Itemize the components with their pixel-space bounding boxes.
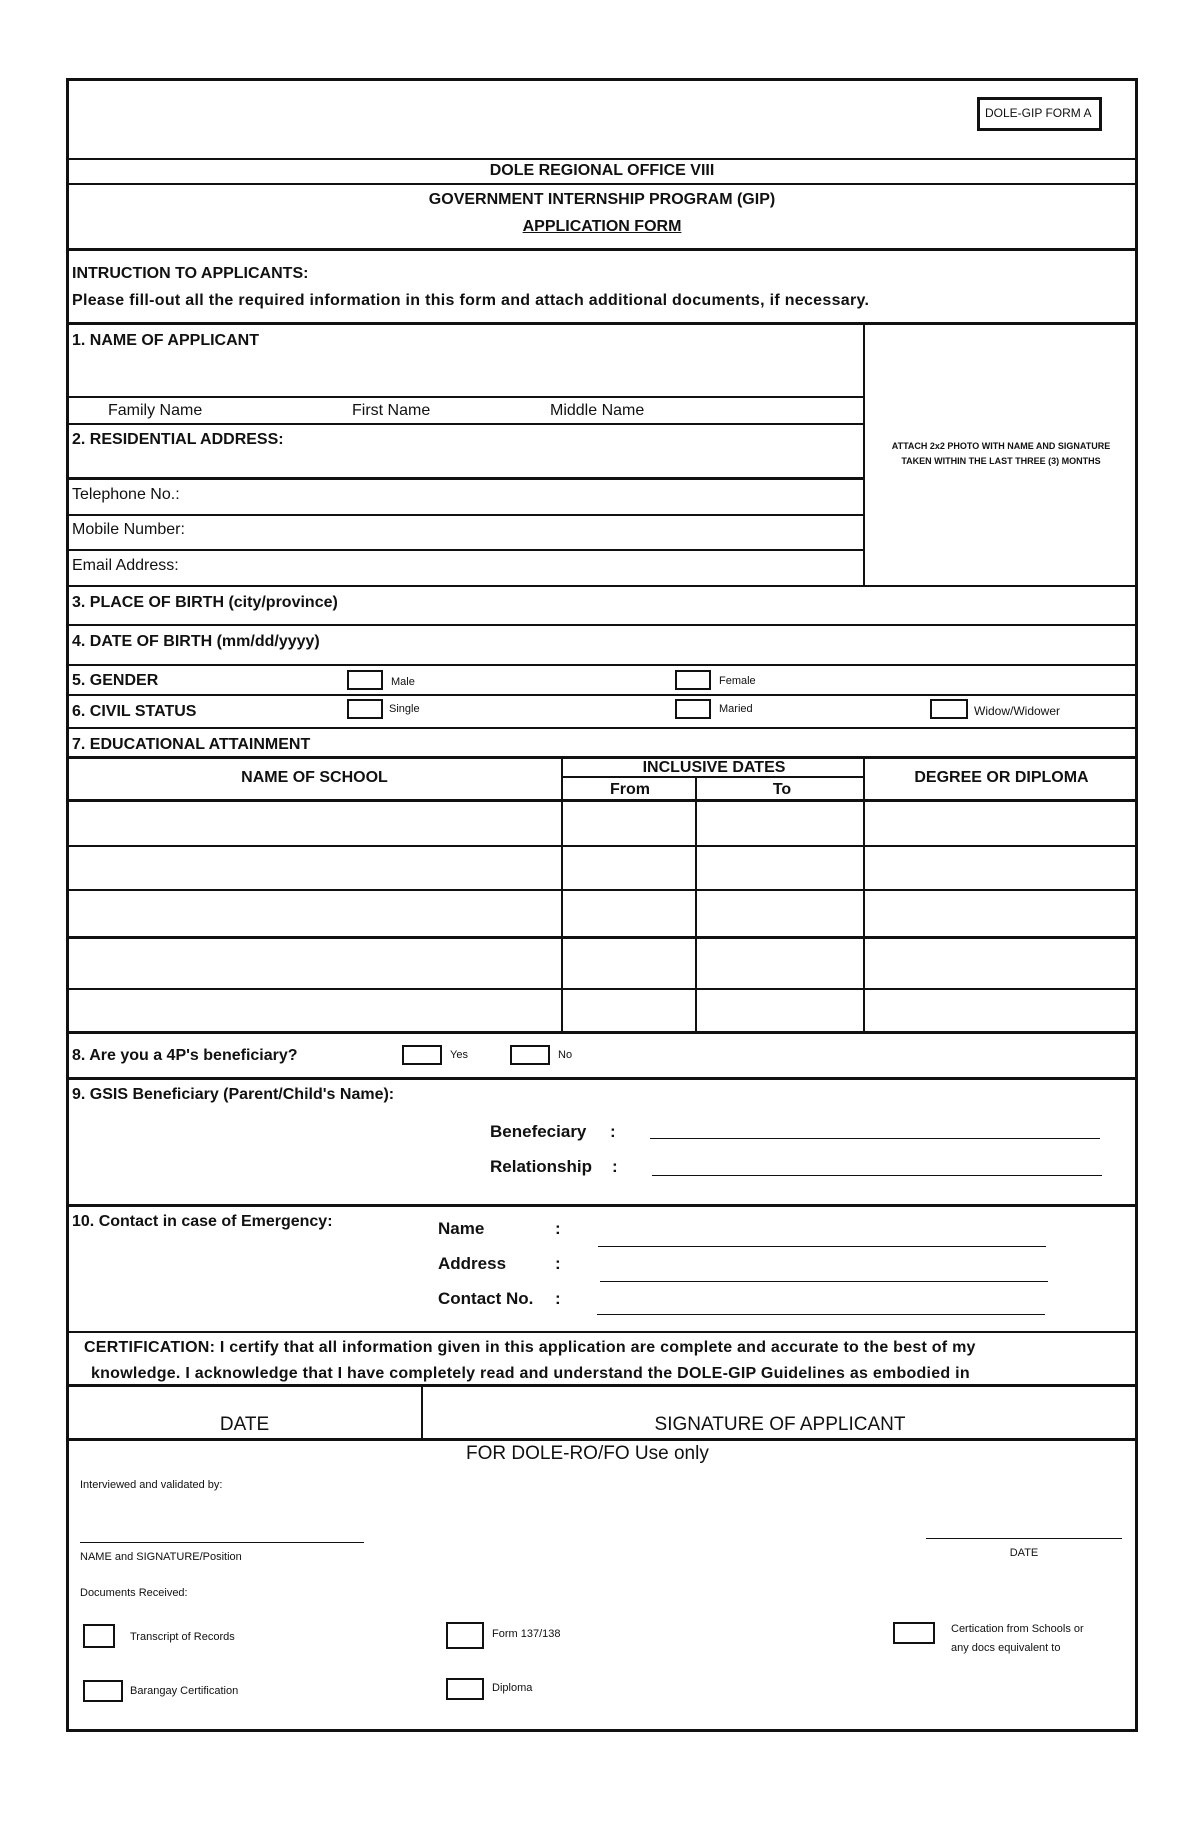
first-name-label: First Name [352,402,431,419]
photo-instruction-1: ATTACH 2x2 PHOTO WITH NAME AND SIGNATURE [891,441,1111,451]
photo-instruction-2: TAKEN WITHIN THE LAST THREE (3) MONTHS [901,456,1101,466]
emergency-contact-label: Contact No. [438,1289,534,1308]
female-label: Female [719,675,756,687]
mobile-label: Mobile Number: [72,521,185,538]
cert-schools-label-2: any docs equivalent to [951,1642,1061,1654]
certification-line-1: CERTIFICATION: I certify that all information given in this application are complete and accurate to the best of my [84,1339,976,1356]
widow-checkbox[interactable] [930,699,968,719]
documents-received-label: Documents Received: [80,1587,188,1599]
fourps-yes-label: Yes [450,1049,468,1061]
form137-label: Form 137/138 [492,1628,561,1640]
education-row[interactable] [69,939,559,987]
interviewed-label: Interviewed and validated by: [80,1479,223,1491]
tor-checkbox[interactable] [83,1624,115,1648]
emergency-address-line[interactable] [600,1281,1048,1282]
male-label: Male [391,676,415,688]
tor-label: Transcript of Records [130,1631,235,1643]
married-label: Maried [719,703,753,715]
diploma-label: Diploma [492,1682,533,1694]
office-date-label: DATE [1009,1547,1039,1559]
birthdate-label: 4. DATE OF BIRTH (mm/dd/yyyy) [72,633,320,650]
gender-label: 5. GENDER [72,672,159,689]
cert-schools-checkbox[interactable] [893,1622,935,1644]
civil-status-label: 6. CIVIL STATUS [72,703,197,720]
fourps-label: 8. Are you a 4P's beneficiary? [72,1047,298,1064]
diploma-checkbox[interactable] [446,1678,484,1700]
fourps-yes-checkbox[interactable] [402,1045,442,1065]
from-col-header: From [610,781,650,798]
certification-line-2: knowledge. I acknowledge that I have completely read and understand the DOLE-GIP Guidelines as embodied in [91,1365,970,1382]
emergency-label: 10. Contact in case of Emergency: [72,1213,333,1230]
gsis-label: 9. GSIS Beneficiary (Parent/Child's Name): [72,1086,395,1103]
office-date-line[interactable] [926,1538,1122,1539]
office-title: DOLE REGIONAL OFFICE VIII [489,162,715,179]
male-checkbox[interactable] [347,670,383,690]
education-row[interactable] [69,892,559,935]
single-label: Single [389,703,420,715]
education-label: 7. EDUCATIONAL ATTAINMENT [72,736,311,753]
form-code: DOLE-GIP FORM A [985,106,1092,120]
form137-checkbox[interactable] [446,1622,484,1649]
form-title: APPLICATION FORM [522,218,682,235]
validator-line[interactable] [80,1542,364,1543]
email-label: Email Address: [72,557,179,574]
barangay-checkbox[interactable] [83,1680,123,1702]
relationship-line[interactable] [652,1175,1102,1176]
family-name-label: Family Name [108,402,203,419]
relationship-label: Relationship [490,1157,593,1176]
emergency-address-label: Address [438,1254,507,1273]
emergency-name-label: Name [438,1219,485,1238]
fourps-no-checkbox[interactable] [510,1045,550,1065]
middle-name-label: Middle Name [550,402,645,419]
address-label: 2. RESIDENTIAL ADDRESS: [72,431,284,448]
beneficiary-line[interactable] [650,1138,1100,1139]
barangay-label: Barangay Certification [130,1685,239,1697]
date-label: DATE [219,1414,270,1435]
birthplace-label: 3. PLACE OF BIRTH (city/province) [72,594,338,611]
cert-schools-label-1: Certication from Schools or [951,1623,1084,1635]
degree-col-header: DEGREE OR DIPLOMA [914,769,1089,786]
school-col-header: NAME OF SCHOOL [241,769,388,786]
telephone-label: Telephone No.: [72,486,180,503]
signature-label: SIGNATURE OF APPLICANT [654,1414,906,1435]
female-checkbox[interactable] [675,670,711,690]
name-signature-label: NAME and SIGNATURE/Position [80,1551,242,1563]
emergency-contact-line[interactable] [597,1314,1045,1315]
widow-label: Widow/Widower [974,704,1061,718]
fourps-no-label: No [558,1049,573,1061]
education-row[interactable] [69,991,559,1030]
name-label: 1. NAME OF APPLICANT [72,332,259,349]
education-row[interactable] [69,848,559,888]
instructions-heading: INTRUCTION TO APPLICANTS: [72,265,309,282]
to-col-header: To [772,781,792,798]
married-checkbox[interactable] [675,699,711,719]
beneficiary-label: Benefeciary [490,1122,587,1141]
dates-col-header: INCLUSIVE DATES [642,759,786,776]
program-title: GOVERNMENT INTERNSHIP PROGRAM (GIP) [428,191,776,208]
education-row[interactable] [69,802,559,844]
emergency-name-line[interactable] [598,1246,1046,1247]
single-checkbox[interactable] [347,699,383,719]
instructions-text: Please fill-out all the required information in this form and attach additional documents, if necessary. [72,292,870,309]
office-use-heading: FOR DOLE-RO/FO Use only [466,1443,709,1464]
